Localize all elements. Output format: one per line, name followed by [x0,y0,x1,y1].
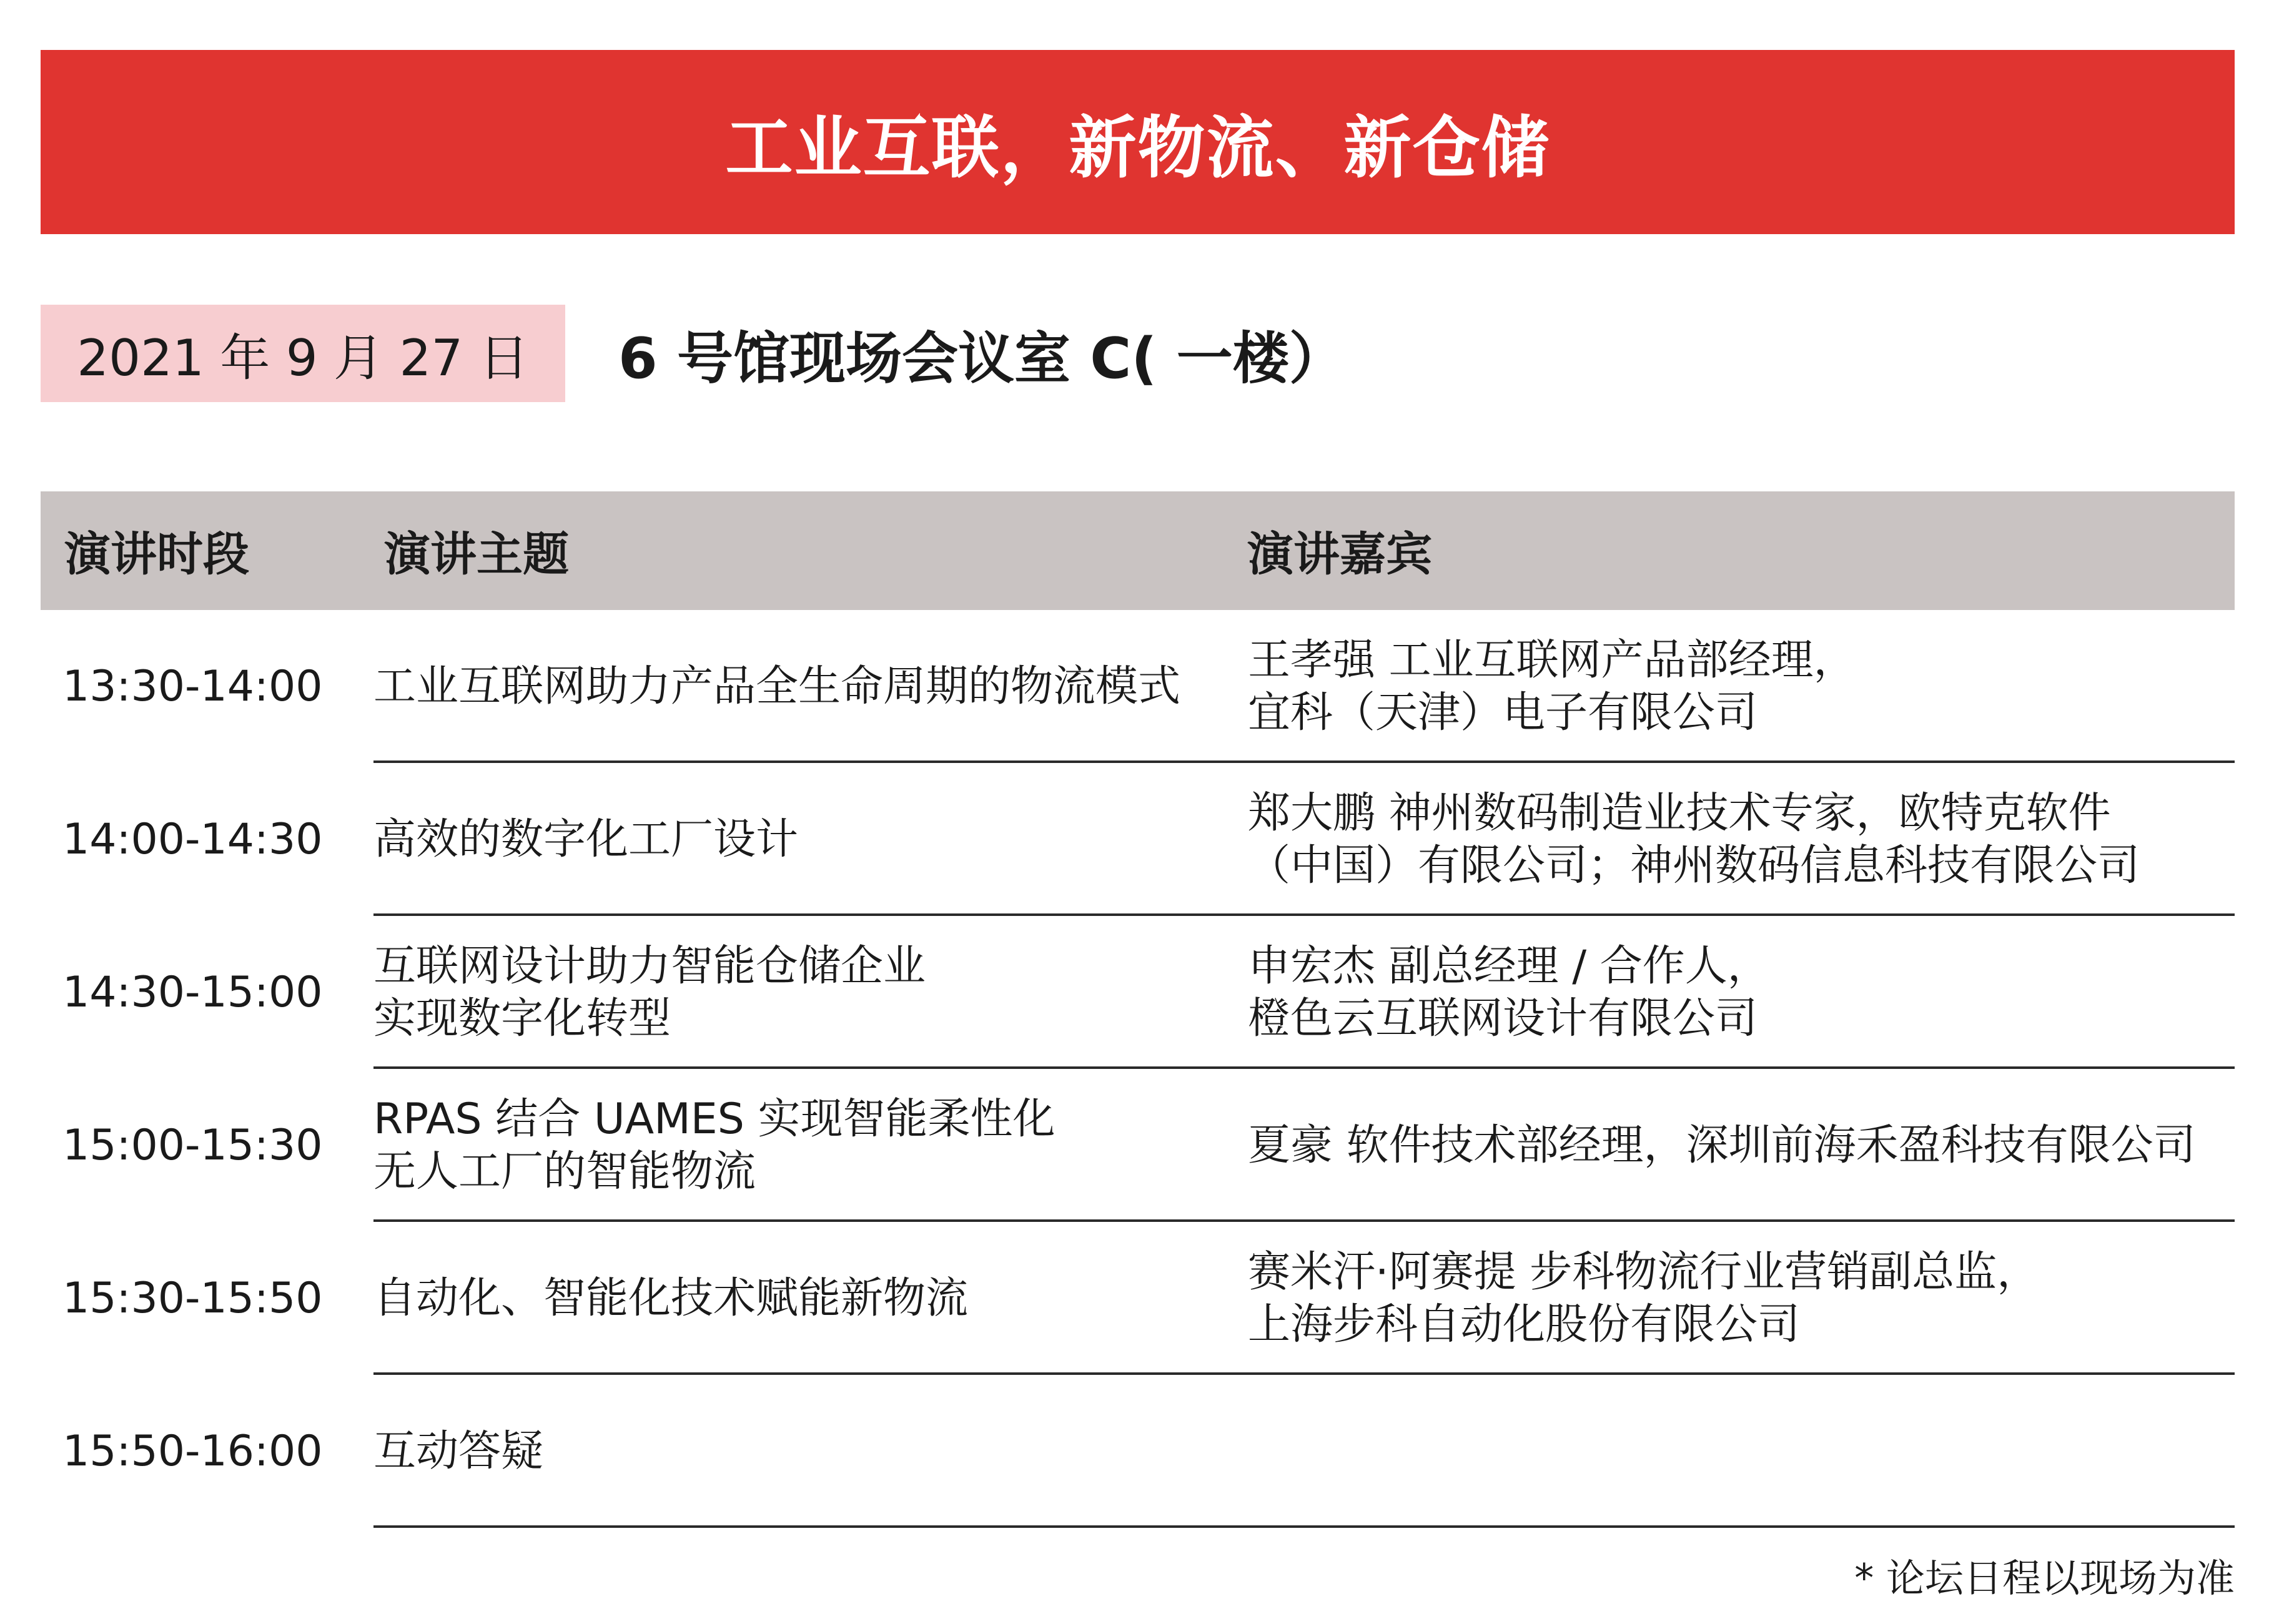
row-speaker: 申宏杰 副总经理 / 合作人， 橙色云互联网设计有限公司 [1248,941,1770,1043]
header-topic: 演讲主题 [384,528,569,581]
row-speaker: 郑大鹏 神州数码制造业技术专家，欧特克软件 （中国）有限公司；神州数码信息科技有限公司 [1248,788,2140,890]
row-time: 15:00-15:30 [62,1120,323,1170]
row-time: 14:00-14:30 [62,814,323,864]
header-speaker: 演讲嘉宾 [1247,528,1432,581]
session-date: 2021 年 9 月 27 日 [77,328,529,387]
row-time: 14:30-15:00 [62,967,323,1017]
row-topic: 互联网设计助力智能仓储企业 实现数字化转型 [373,941,926,1043]
forum-title: 工业互联，新物流、新仓储 [725,109,1550,187]
row-time: 15:30-15:50 [62,1273,323,1323]
table-row [0,610,2269,763]
row-speaker: 夏豪 软件技术部经理，深圳前海禾盈科技有限公司 [1248,1120,2196,1170]
row-divider [373,1525,2235,1528]
table-row [0,763,2269,916]
row-speaker [1248,1375,2235,1528]
table-row [0,1222,2269,1375]
row-speaker: 赛米汗·阿赛提 步科物流行业营销副总监， 上海步科自动化股份有限公司 [1248,1247,2040,1349]
row-topic: RPAS 结合 UAMES 实现智能柔性化 无人工厂的智能物流 [373,1094,1055,1196]
row-speaker: 王孝强 工业互联网产品部经理， 宜科（天津）电子有限公司 [1248,635,1856,737]
forum-title-banner [41,50,2235,234]
row-topic: 高效的数字化工厂设计 [373,814,799,864]
schedule-table-header [41,491,2235,610]
date-badge [41,305,565,402]
row-time: 13:30-14:00 [62,661,323,711]
row-time: 15:50-16:00 [62,1426,323,1476]
row-topic: 互动答疑 [373,1426,544,1476]
header-time: 演讲时段 [64,528,249,581]
table-row [0,916,2269,1069]
table-row [0,1375,2269,1528]
row-topic: 自动化、智能化技术赋能新物流 [373,1273,969,1323]
venue-label: 6 号馆现场会议室 C( 一楼） [618,326,1345,391]
schedule-footnote: * 论坛日程以现场为准 [1854,1555,2235,1601]
table-row [0,1069,2269,1222]
row-topic: 工业互联网助力产品全生命周期的物流模式 [373,661,1181,711]
